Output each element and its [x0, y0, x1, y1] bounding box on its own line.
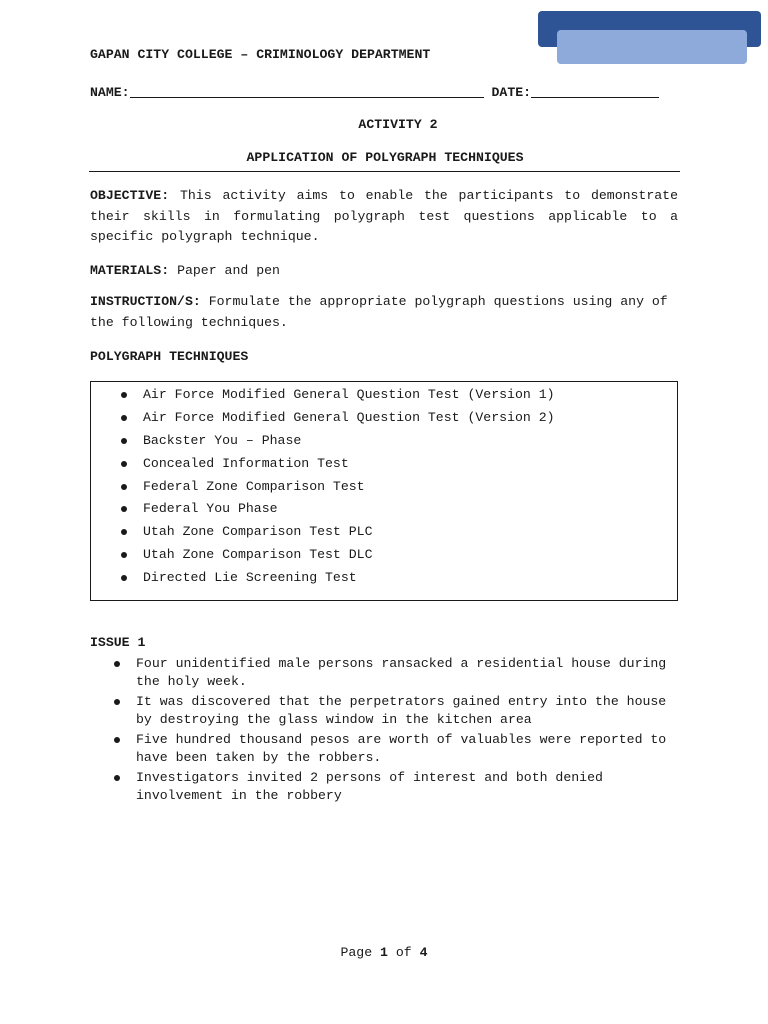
bullet-icon	[121, 461, 127, 467]
list-item: Federal You Phase	[91, 498, 555, 521]
techniques-heading: POLYGRAPH TECHNIQUES	[90, 349, 249, 364]
bullet-icon	[114, 775, 120, 781]
college-header: GAPAN CITY COLLEGE – CRIMINOLOGY DEPARTMENT	[90, 47, 431, 62]
bullet-icon	[121, 506, 127, 512]
name-label: NAME:	[90, 85, 130, 100]
bullet-icon	[114, 699, 120, 705]
bullet-icon	[121, 529, 127, 535]
current-page: 1	[380, 945, 388, 960]
date-field[interactable]	[531, 83, 659, 98]
name-field[interactable]	[130, 83, 484, 98]
list-item: Federal Zone Comparison Test	[91, 476, 555, 499]
page-footer	[0, 945, 768, 960]
materials-text: Paper and pen	[177, 263, 280, 278]
of-word: of	[395, 945, 412, 960]
bullet-icon	[121, 392, 127, 398]
objective-text: This activity aims to enable the participants to demonstrate their skills in formulating polygraph test questions applicable to a specific polygraph technique.	[90, 188, 679, 244]
instruction-label: INSTRUCTION/S:	[90, 294, 201, 309]
techniques-box	[90, 381, 678, 601]
list-item: Utah Zone Comparison Test PLC	[91, 521, 555, 544]
bullet-icon	[121, 415, 127, 421]
bullet-icon	[121, 552, 127, 558]
bullet-icon	[114, 737, 120, 743]
date-label: DATE:	[491, 85, 532, 100]
instruction-text: Formulate the appropriate polygraph questions using any of the following techniques.	[90, 294, 668, 330]
bullet-icon	[121, 438, 127, 444]
list-item: Concealed Information Test	[91, 453, 555, 476]
materials-label: MATERIALS:	[90, 263, 170, 278]
techniques-list	[91, 384, 555, 590]
list-item: Investigators invited 2 persons of interest and both denied involvement in the robbery	[90, 769, 680, 804]
materials-paragraph	[90, 261, 678, 282]
bullet-icon	[121, 575, 127, 581]
list-item: Five hundred thousand pesos are worth of valuables were reported to have been taken by the robbers.	[90, 731, 680, 766]
activity-title: ACTIVITY 2	[358, 117, 438, 132]
issue-heading: ISSUE 1	[90, 635, 146, 650]
bullet-icon	[114, 661, 120, 667]
header-tab-decoration-light	[557, 30, 747, 64]
list-item: It was discovered that the perpetrators gained entry into the house by destroying the glass window in the kitchen area	[90, 693, 680, 728]
activity-subtitle: APPLICATION OF POLYGRAPH TECHNIQUES	[246, 150, 524, 165]
list-item: Air Force Modified General Question Test (Version 1)	[91, 384, 555, 407]
issue-list	[90, 655, 680, 807]
list-item: Utah Zone Comparison Test DLC	[91, 544, 555, 567]
instruction-paragraph	[90, 292, 678, 333]
total-pages: 4	[419, 945, 428, 960]
page-word: Page	[340, 945, 373, 960]
list-item: Backster You – Phase	[91, 430, 555, 453]
list-item: Air Force Modified General Question Test (Version 2)	[91, 407, 555, 430]
list-item: Directed Lie Screening Test	[91, 567, 555, 590]
objective-paragraph	[90, 186, 678, 248]
title-divider	[89, 171, 680, 172]
list-item: Four unidentified male persons ransacked a residential house during the holy week.	[90, 655, 680, 690]
objective-label: OBJECTIVE:	[90, 188, 170, 203]
name-date-row	[90, 83, 680, 100]
bullet-icon	[121, 484, 127, 490]
